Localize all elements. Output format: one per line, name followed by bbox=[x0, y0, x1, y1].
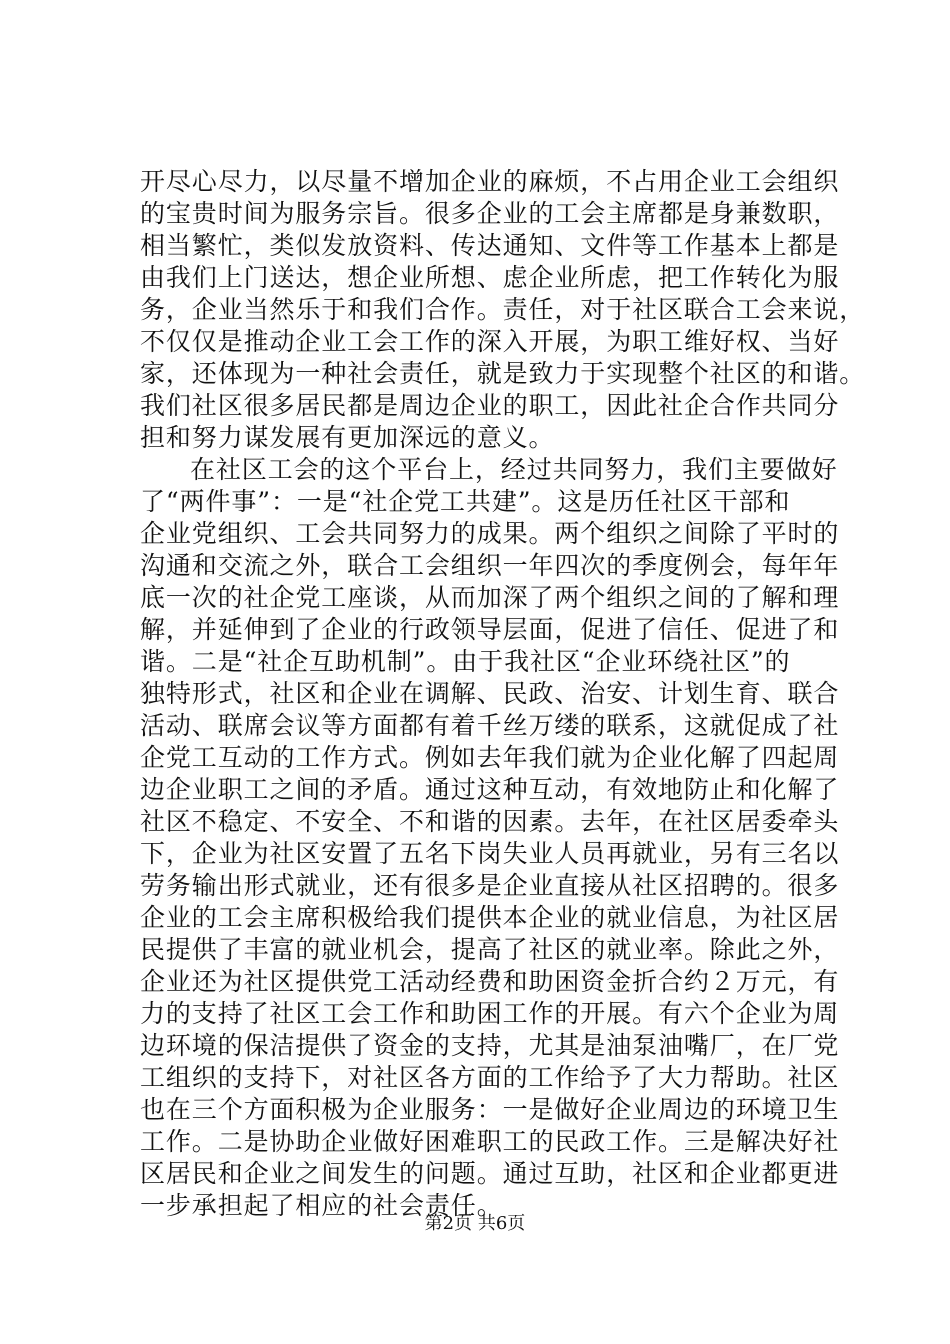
text-line: 企党工互动的工作方式。例如去年我们就为企业化解了四起周 bbox=[140, 743, 840, 772]
text-line: 开尽心尽力，以尽量不增加企业的麻烦，不占用企业工会组织 bbox=[140, 167, 840, 196]
text-line: 边企业职工之间的矛盾。通过这种互动，有效地防止和化解了 bbox=[140, 775, 840, 804]
text-line: 的宝贵时间为服务宗旨。很多企业的工会主席都是身兼数职， bbox=[140, 199, 840, 228]
text-line: 由我们上门送达，想企业所想、虑企业所虑，把工作转化为服 bbox=[140, 263, 840, 292]
text-line: 企业的工会主席积极给我们提供本企业的就业信息，为社区居 bbox=[140, 903, 840, 932]
text-line: 相当繁忙，类似发放资料、传达通知、文件等工作基本上都是 bbox=[140, 231, 840, 260]
text-line: 力的支持了社区工会工作和助困工作的开展。有六个企业为周 bbox=[140, 999, 840, 1028]
text-line: 了“两件事”：一是“社企党工共建”。这是历任社区干部和 bbox=[140, 487, 791, 516]
text-line: 底一次的社企党工座谈，从而加深了两个组织之间的了解和理 bbox=[140, 583, 840, 612]
text-line: 也在三个方面积极为企业服务：一是做好企业周边的环境卫生 bbox=[140, 1095, 840, 1124]
text-line: 一步承担起了相应的社会责任。 bbox=[140, 1191, 503, 1220]
text-line: 社区不稳定、不安全、不和谐的因素。去年，在社区居委牵头 bbox=[140, 807, 840, 836]
text-line: 工作。二是协助企业做好困难职工的民政工作。三是解决好社 bbox=[140, 1127, 840, 1156]
text-line: 区居民和企业之间发生的问题。通过互助，社区和企业都更进 bbox=[140, 1159, 840, 1188]
paragraph-first-line: 在社区工会的这个平台上，经过共同努力，我们主要做好 bbox=[190, 455, 838, 484]
text-line: 边环境的保洁提供了资金的支持，尤其是油泵油嘴厂，在厂党 bbox=[140, 1031, 840, 1060]
text-line: 谐。二是“社企互助机制”。由于我社区“企业环绕社区”的 bbox=[140, 647, 791, 676]
text-line: 务，企业当然乐于和我们合作。责任，对于社区联合工会来说， bbox=[140, 295, 866, 324]
text-line: 担和努力谋发展有更加深远的意义。 bbox=[140, 423, 555, 452]
text-line: 解，并延伸到了企业的行政领导层面，促进了信任、促进了和 bbox=[140, 615, 840, 644]
body-text bbox=[140, 166, 866, 1222]
text-line: 企业还为社区提供党工活动经费和助困资金折合约２万元，有 bbox=[140, 967, 840, 996]
text-line: 不仅仅是推动企业工会工作的深入开展，为职工维好权、当好 bbox=[140, 327, 840, 356]
text-line: 企业党组织、工会共同努力的成果。两个组织之间除了平时的 bbox=[140, 519, 840, 548]
text-line: 活动、联席会议等方面都有着千丝万缕的联系，这就促成了社 bbox=[140, 711, 840, 740]
text-line: 工组织的支持下，对社区各方面的工作给予了大力帮助。社区 bbox=[140, 1063, 840, 1092]
text-line: 民提供了丰富的就业机会，提高了社区的就业率。除此之外， bbox=[140, 935, 840, 964]
text-line: 家，还体现为一种社会责任，就是致力于实现整个社区的和谐。 bbox=[140, 359, 866, 388]
text-line: 独特形式，社区和企业在调解、民政、治安、计划生育、联合 bbox=[140, 679, 840, 708]
text-line: 沟通和交流之外，联合工会组织一年四次的季度例会，每年年 bbox=[140, 551, 840, 580]
text-line: 劳务输出形式就业，还有很多是企业直接从社区招聘的。很多 bbox=[140, 871, 840, 900]
text-line: 我们社区很多居民都是周边企业的职工，因此社企合作共同分 bbox=[140, 391, 840, 420]
page-number-footer: 第2页 共6页 bbox=[424, 1213, 526, 1234]
text-line: 下，企业为社区安置了五名下岗失业人员再就业，另有三名以 bbox=[140, 839, 840, 868]
